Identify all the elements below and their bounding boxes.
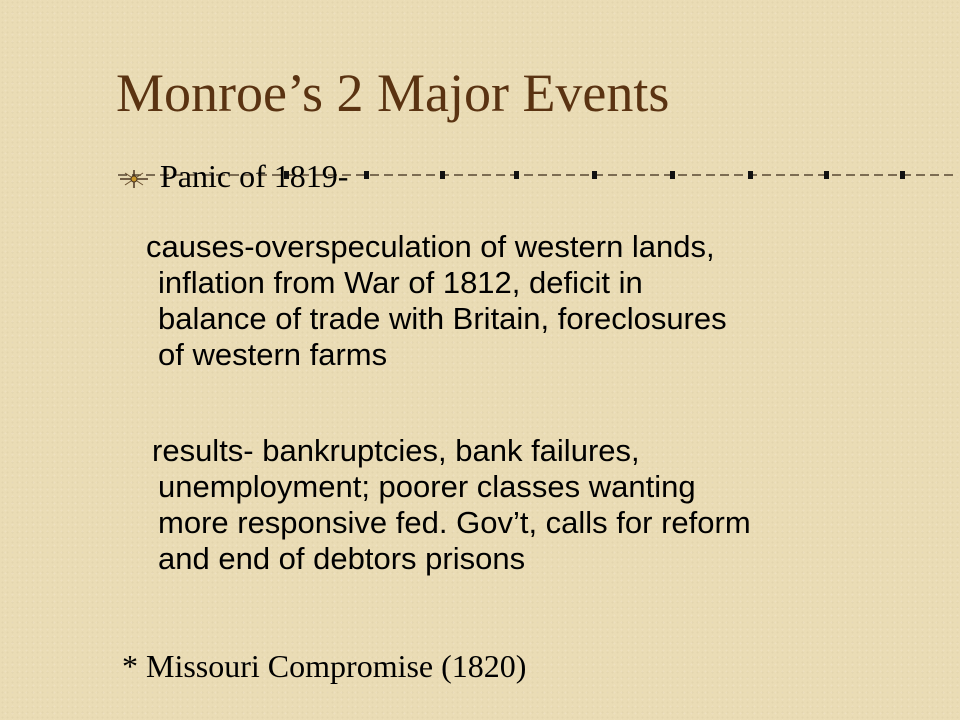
results-paragraph <box>140 433 751 577</box>
compass-star-icon <box>120 170 148 188</box>
causes-line: causes-overspeculation of western lands, <box>146 229 715 264</box>
causes-line: of western farms <box>158 337 388 372</box>
causes-paragraph <box>140 229 727 373</box>
slide-title: Monroe’s 2 Major Events <box>116 63 670 123</box>
bullet-missouri-compromise: * Missouri Compromise (1820) <box>122 648 527 684</box>
results-line: unemployment; poorer classes wanting <box>158 469 696 504</box>
causes-line: balance of trade with Britain, foreclosures <box>158 301 727 336</box>
results-line: results- bankruptcies, bank failures, <box>152 433 640 468</box>
results-line: more responsive fed. Gov’t, calls for reform <box>158 505 751 540</box>
bullet-panic-of-1819: Panic of 1819- <box>160 158 349 194</box>
results-line: and end of debtors prisons <box>158 541 526 576</box>
causes-line: inflation from War of 1812, deficit in <box>158 265 643 300</box>
